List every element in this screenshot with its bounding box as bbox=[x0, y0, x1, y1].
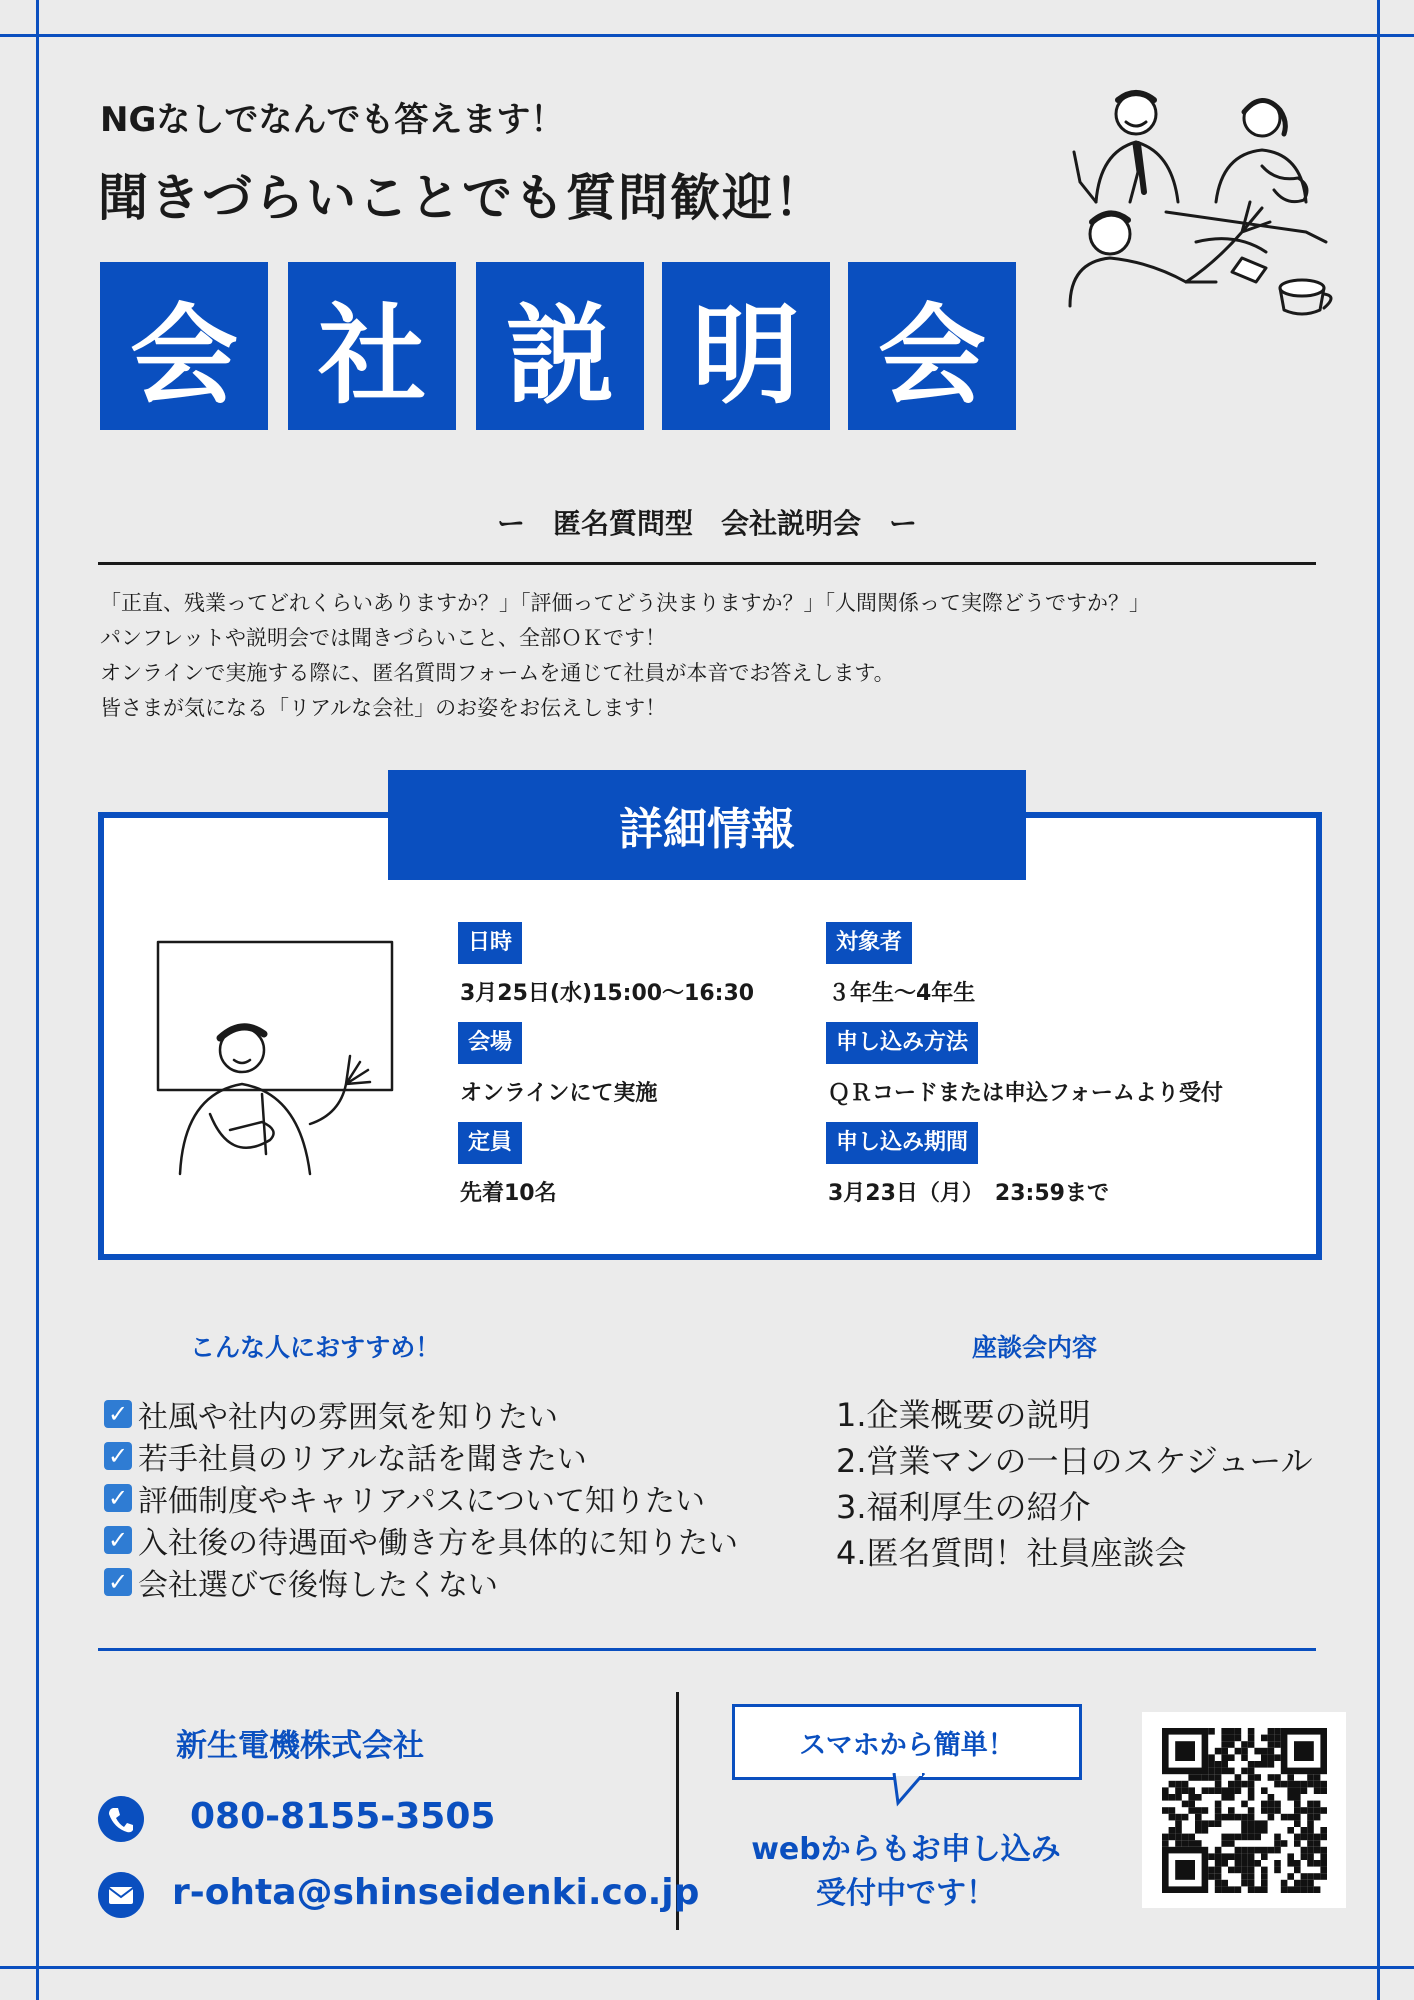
recommend-item-label: 会社選びで後悔したくない bbox=[138, 1568, 498, 1603]
apply-period-label: 申し込み期間 bbox=[826, 1122, 978, 1164]
recommend-item bbox=[104, 1476, 705, 1520]
checkbox-icon: ✓ bbox=[104, 1484, 132, 1512]
target-value: ３年生〜4年生 bbox=[828, 981, 976, 1006]
speech-bubble: スマホから簡単！ bbox=[732, 1704, 1082, 1780]
event-title-char-2: 社 bbox=[288, 262, 456, 430]
capacity-label: 定員 bbox=[458, 1122, 522, 1164]
program-item: 4.匿名質問！社員座談会 bbox=[836, 1534, 1187, 1572]
phone-number[interactable]: 080-8155-3505 bbox=[190, 1796, 496, 1837]
web-apply-line: webからもお申し込み bbox=[751, 1832, 1061, 1867]
recommend-item bbox=[104, 1434, 587, 1478]
intro-line: パンフレットや説明会では聞きづらいこと、全部ＯＫです！ bbox=[100, 626, 666, 650]
event-title-char-4: 明 bbox=[662, 262, 830, 430]
mail-icon bbox=[98, 1872, 144, 1918]
venue-value: オンラインにて実施 bbox=[460, 1081, 658, 1106]
recommend-item bbox=[104, 1560, 498, 1604]
speech-bubble-tail bbox=[890, 1773, 930, 1807]
intro-line: 皆さまが気になる「リアルな会社」のお姿をお伝えします！ bbox=[100, 696, 667, 720]
checkbox-icon: ✓ bbox=[104, 1400, 132, 1428]
frame-line-top bbox=[0, 34, 1414, 37]
apply-period-value: 3月23日（月） 23:59まで bbox=[828, 1181, 1109, 1206]
checkbox-icon: ✓ bbox=[104, 1526, 132, 1554]
company-name: 新生電機株式会社 bbox=[176, 1728, 424, 1764]
intro-line: オンラインで実施する際に、匿名質問フォームを通じて社員が本音でお答えします。 bbox=[100, 661, 895, 685]
apply-method-label: 申し込み方法 bbox=[826, 1022, 978, 1064]
recommend-item-label: 入社後の待遇面や働き方を具体的に知りたい bbox=[138, 1526, 738, 1561]
details-heading: 詳細情報 bbox=[388, 770, 1026, 880]
divider-top bbox=[98, 562, 1316, 565]
intro-line: 「正直、残業ってどれくらいありますか？」「評価ってどう決まりますか？」「人間関係って実際どうですか？」 bbox=[100, 591, 1150, 615]
frame-line-right bbox=[1377, 0, 1380, 2000]
apply-method-value: ＱＲコードまたは申込フォームより受付 bbox=[828, 1081, 1223, 1106]
datetime-label: 日時 bbox=[458, 922, 522, 964]
target-label: 対象者 bbox=[826, 922, 912, 964]
event-title-char-3: 説 bbox=[476, 262, 644, 430]
page-title: 聞きづらいことでも質問歓迎！ bbox=[98, 169, 826, 227]
recommend-item bbox=[104, 1392, 558, 1436]
recommend-heading: こんな人におすすめ！ bbox=[190, 1333, 441, 1362]
web-apply-line: 受付中です！ bbox=[816, 1876, 996, 1911]
divider-bottom bbox=[98, 1648, 1316, 1651]
meeting-illustration bbox=[1066, 82, 1342, 322]
presenter-illustration bbox=[150, 934, 430, 1194]
checkbox-icon: ✓ bbox=[104, 1442, 132, 1470]
qr-code-graphic bbox=[1142, 1712, 1346, 1908]
program-item: 2.営業マンの一日のスケジュール bbox=[836, 1442, 1313, 1480]
frame-line-bottom bbox=[0, 1966, 1414, 1969]
frame-line-left bbox=[36, 0, 39, 2000]
program-item: 3.福利厚生の紹介 bbox=[836, 1488, 1091, 1526]
recommend-item bbox=[104, 1518, 738, 1562]
web-apply-text bbox=[686, 1828, 1126, 1916]
phone-icon bbox=[98, 1796, 144, 1842]
event-title-char-5: 会 bbox=[848, 262, 1016, 430]
event-type-label: ー 匿名質問型 会社説明会 ー bbox=[496, 507, 917, 540]
datetime-value: 3月25日(水)15:00〜16:30 bbox=[460, 981, 755, 1006]
recommend-item-label: 評価制度やキャリアパスについて知りたい bbox=[138, 1484, 705, 1519]
intro-text bbox=[100, 586, 1150, 726]
qr-code-icon[interactable] bbox=[1142, 1712, 1346, 1908]
event-title-char-1: 会 bbox=[100, 262, 268, 430]
checkbox-icon: ✓ bbox=[104, 1568, 132, 1596]
program-heading: 座談会内容 bbox=[972, 1333, 1098, 1362]
program-item: 1.企業概要の説明 bbox=[836, 1396, 1091, 1434]
capacity-value: 先着10名 bbox=[460, 1181, 557, 1206]
venue-label: 会場 bbox=[458, 1022, 522, 1064]
recommend-item-label: 社風や社内の雰囲気を知りたい bbox=[138, 1400, 558, 1435]
subtitle: NGなしでなんでも答えます！ bbox=[100, 100, 565, 140]
recommend-item-label: 若手社員のリアルな話を聞きたい bbox=[138, 1442, 587, 1477]
email-address[interactable]: r-ohta@shinseidenki.co.jp bbox=[172, 1872, 700, 1913]
